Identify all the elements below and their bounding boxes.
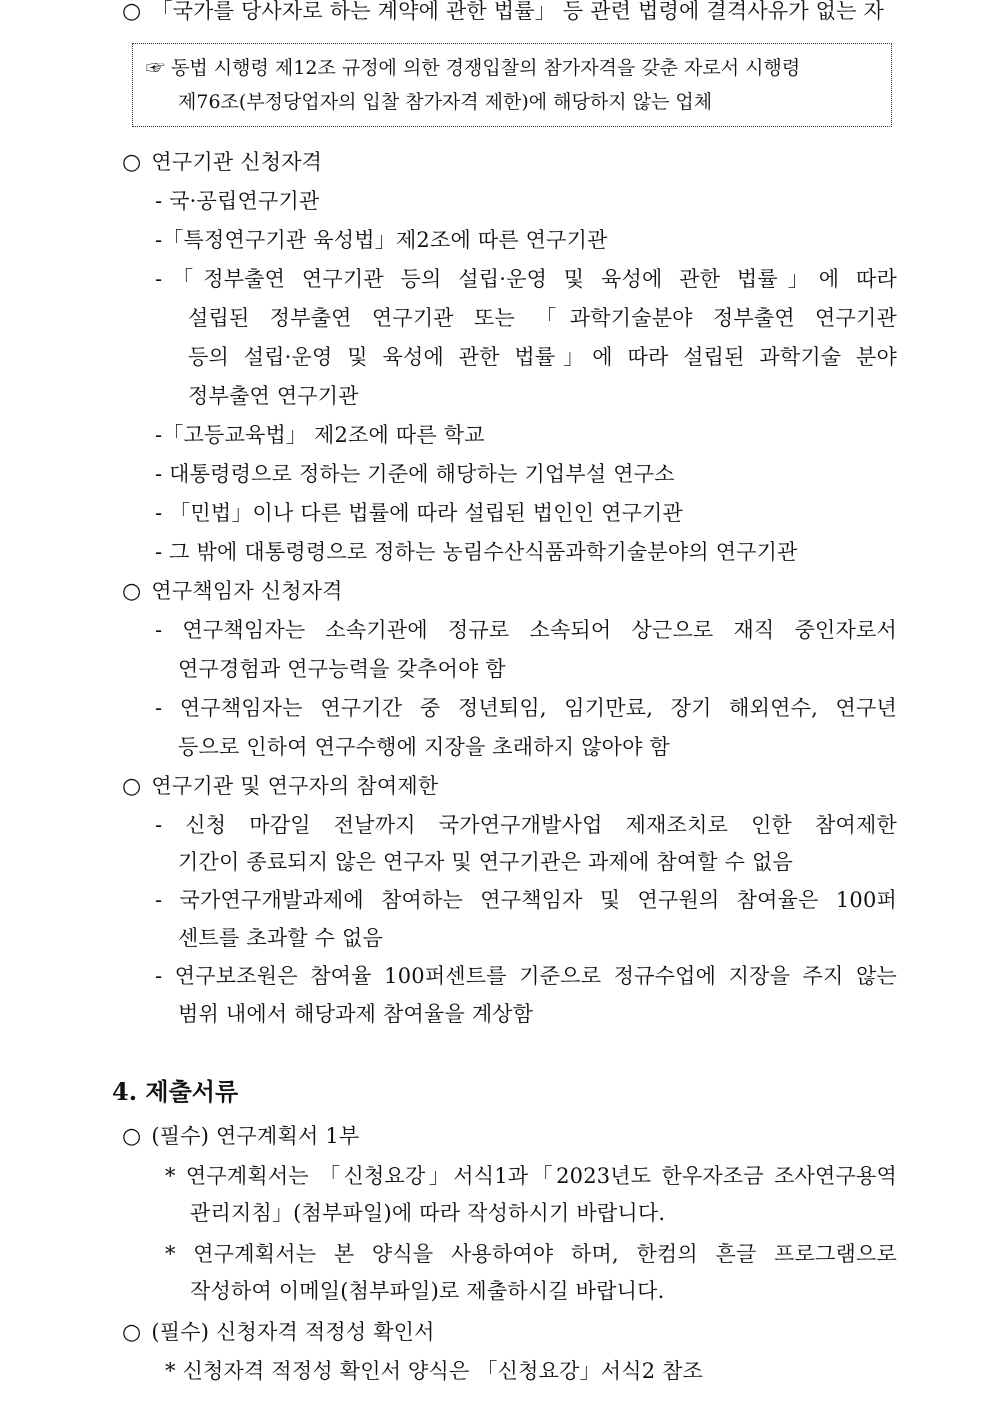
submission-item: ○ (필수) 신청자격 적정성 확인서 (122, 1320, 435, 1345)
list-item-continued: 등의 설립·운영 및 육성에 관한 법률」에 따라 설립된 과학기술 분야 (188, 345, 897, 369)
list-item: -「특정연구기관 육성법」제2조에 따른 연구기관 (155, 228, 608, 252)
list-item-continued: 연구경험과 연구능력을 갖추어야 함 (178, 657, 506, 681)
list-item: - 신청 마감일 전날까지 국가연구개발사업 제재조치로 인한 참여제한 (155, 813, 897, 837)
note-line-2: 제76조(부정당업자의 입찰 참가자격 제한)에 해당하지 않는 업체 (178, 91, 713, 113)
list-item-continued: 등으로 인하여 연구수행에 지장을 초래하지 않아야 함 (178, 735, 670, 759)
circle-bullet-icon: ○ (122, 0, 142, 24)
note-line-1: ☞ 동법 시행령 제12조 규정에 의한 경쟁입찰의 참가자격을 갖춘 자로서 시행령 (146, 57, 801, 79)
list-item-continued: 기간이 종료되지 않은 연구자 및 연구기관은 과제에 참여할 수 없음 (178, 850, 793, 874)
list-item: - 연구보조원은 참여율 100퍼센트를 기준으로 정규수업에 지장을 주지 않는 (155, 964, 897, 988)
note-item: * 연구계획서는 본 양식을 사용하여야 하며, 한컴의 흔글 프로그램으로 (165, 1242, 897, 1266)
section-title-institution: ○ 연구기관 신청자격 (122, 150, 323, 175)
list-item-continued: 범위 내에서 해당과제 참여율을 계상함 (178, 1002, 534, 1026)
list-item: - 그 밖에 대통령령으로 정하는 농림수산식품과학기술분야의 연구기관 (155, 540, 798, 564)
eligibility-item (122, 0, 884, 26)
note-item-continued: 관리지침」(첨부파일)에 따라 작성하시기 바랍니다. (190, 1201, 666, 1225)
pointing-hand-icon: ☞ (146, 57, 166, 79)
section-title-restriction: ○ 연구기관 및 연구자의 참여제한 (122, 774, 439, 799)
list-item-continued: 정부출연 연구기관 (188, 384, 359, 408)
list-item: - 연구책임자는 소속기관에 정규로 소속되어 상근으로 재직 중인자로서 (155, 618, 897, 642)
eligibility-text: 「국가를 당사자로 하는 계약에 관한 법률」 등 관련 법령에 결격사유가 없는 자 (151, 0, 885, 23)
list-item-continued: 설립된 정부출연 연구기관 또는 「과학기술분야 정부출연 연구기관 (188, 306, 897, 330)
section-title-researcher: ○ 연구책임자 신청자격 (122, 579, 343, 604)
list-item: - 「민법」이나 다른 법률에 따라 설립된 법인인 연구기관 (155, 501, 684, 525)
circle-bullet-icon: ○ (122, 1320, 142, 1345)
circle-bullet-icon: ○ (122, 774, 142, 799)
circle-bullet-icon: ○ (122, 150, 142, 175)
section-heading: 4. 제출서류 (112, 1077, 239, 1106)
circle-bullet-icon: ○ (122, 1124, 142, 1149)
list-item: -「고등교육법」 제2조에 따른 학교 (155, 423, 485, 447)
note-item: * 연구계획서는 「신청요강」서식1과「2023년도 한우자조금 조사연구용역 (165, 1164, 897, 1188)
list-item: - 연구책임자는 연구기간 중 정년퇴임, 임기만료, 장기 해외연수, 연구년 (155, 696, 897, 720)
list-item: -「정부출연 연구기관 등의 설립·운영 및 육성에 관한 법률」에 따라 (155, 267, 897, 291)
list-item: - 대통령령으로 정하는 기준에 해당하는 기업부설 연구소 (155, 462, 675, 486)
submission-item: ○ (필수) 연구계획서 1부 (122, 1124, 360, 1149)
note-item: * 신청자격 적정성 확인서 양식은 「신청요강」서식2 참조 (165, 1359, 704, 1383)
list-item: - 국가연구개발과제에 참여하는 연구책임자 및 연구원의 참여율은 100퍼 (155, 888, 897, 912)
note-item-continued: 작성하여 이메일(첨부파일)로 제출하시길 바랍니다. (190, 1279, 665, 1303)
list-item-continued: 센트를 초과할 수 없음 (178, 926, 383, 950)
list-item: - 국·공립연구기관 (155, 189, 320, 213)
circle-bullet-icon: ○ (122, 579, 142, 604)
